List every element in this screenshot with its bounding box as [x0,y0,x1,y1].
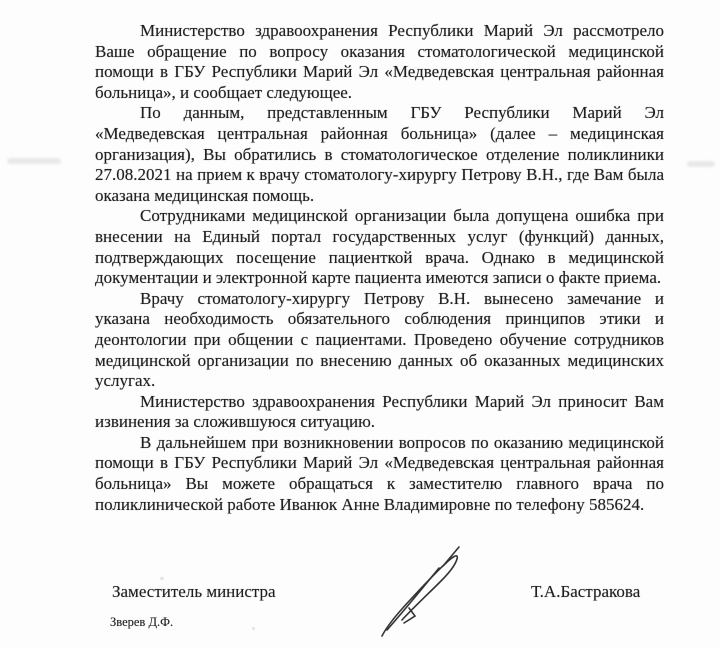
letter-body [95,21,664,515]
paragraph-error-explanation: Сотрудниками медицинской организации была допущена ошибка при внесении на Единый портал государственных услуг (функций) данных, подтверждающих посещение пациенткой врача. Однако в медицинской документации и электронной карте пациента имеются записи о факте приема. [95,206,664,288]
handwritten-signature-icon [373,544,473,640]
scan-speck [252,627,255,630]
paragraph-contacts: В дальнейшем при возникновении вопросов по оказанию медицинской помощи в ГБУ Республики Марий Эл «Медведевская центральная районная больница» Вы можете обращаться к заместителю главного врача по поликлинической работе Иванюк Анне Владимировне по телефону 585624. [95,432,664,514]
scan-artifact-right [687,161,715,167]
signer-position: Заместитель министра [112,582,276,601]
scan-speck [536,470,539,472]
signer-name: Т.А.Бастракова [531,582,641,601]
scan-artifact-left [7,158,61,164]
executor-name: Зверев Д.Ф. [110,615,174,629]
paragraph-measures: Врачу стоматологу-хирургу Петрову В.Н. вынесено замечание и указана необходимость обязательного соблюдения принципов этики и деонтологии при общении с пациентами. Проведено обучение сотрудников медицинской организации по внесению данных об оказанных медицинских услугах. [95,288,664,391]
paragraph-facts: По данным, представленным ГБУ Республики Марий Эл «Медведевская центральная районная больница» (далее – медицинская организация), Вы обратились в стоматологическое отделение поликлиники 27.08.2021 на прием к врачу стоматологу-хирургу Петрову В.Н., где Вам была оказана медицинская помощь. [95,103,664,205]
scan-speck [160,577,164,580]
paragraph-intro: Министерство здравоохранения Республики Марий Эл рассмотрело Ваше обращение по вопросу оказания стоматологической медицинской помощи в ГБУ Республики Марий Эл «Медведевская центральная районная больница», и сообщает следующее. [95,21,664,102]
paragraph-apology: Министерство здравоохранения Республики Марий Эл приносит Вам извинения за сложившуюся ситуацию. [95,391,664,432]
